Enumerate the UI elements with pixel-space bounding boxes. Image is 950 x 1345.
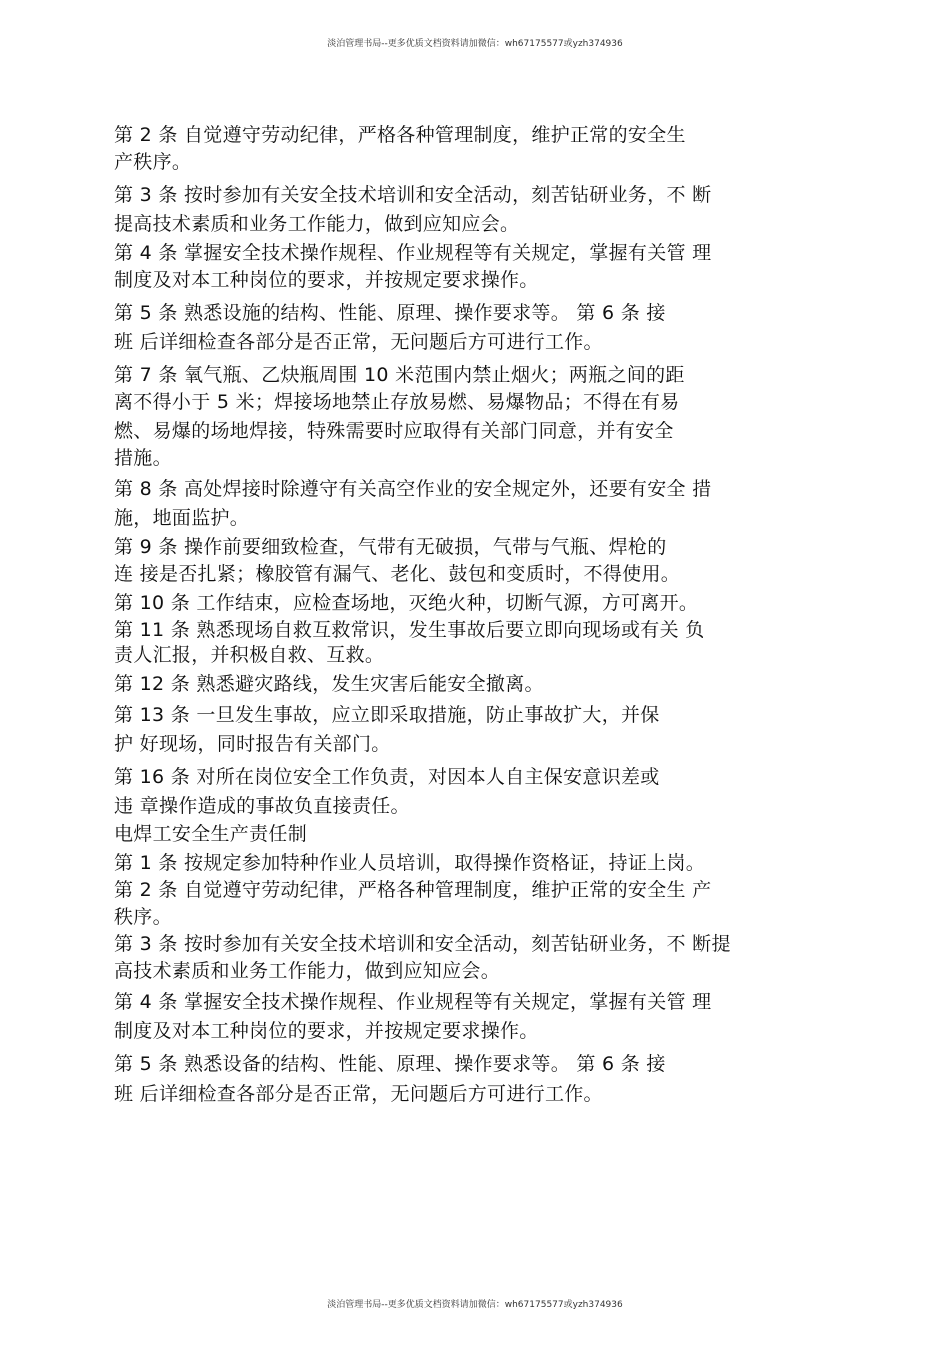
text-line: 第 2 条 自觉遵守劳动纪律，严格各种管理制度，维护正常的安全生 产	[114, 879, 712, 901]
text-line: 第 7 条 氧气瓶、乙炔瓶周围 10 米范围内禁止烟火；两瓶之间的距	[114, 364, 685, 386]
text-line: 第 4 条 掌握安全技术操作规程、作业规程等有关规定，掌握有关管 理	[114, 242, 712, 264]
text-line: 施，地面监护。	[114, 507, 250, 529]
text-line: 第 3 条 按时参加有关安全技术培训和安全活动，刻苦钻研业务，不 断	[114, 184, 712, 206]
text-line: 燃、易爆的场地焊接，特殊需要时应取得有关部门同意，并有安全	[114, 420, 674, 442]
text-line: 高技术素质和业务工作能力，做到应知应会。	[114, 960, 501, 982]
text-line: 离不得小于 5 米；焊接场地禁止存放易燃、易爆物品；不得在有易	[114, 391, 680, 413]
page-header: 淡泊管理书局--更多优质文档资料请加微信：wh67175577或yzh374936	[327, 39, 623, 49]
text-line: 第 11 条 熟悉现场自救互救常识，发生事故后要立即向现场或有关 负	[114, 619, 705, 641]
text-line: 产秩序。	[114, 151, 192, 173]
text-line: 第 5 条 熟悉设施的结构、性能、原理、操作要求等。 第 6 条 接	[114, 302, 666, 324]
text-line: 第 1 条 按规定参加特种作业人员培训，取得操作资格证，持证上岗。	[114, 852, 706, 874]
text-line: 第 12 条 熟悉避灾路线，发生灾害后能安全撤离。	[114, 673, 544, 695]
text-line: 制度及对本工种岗位的要求，并按规定要求操作。	[114, 1020, 539, 1042]
text-line: 第 4 条 掌握安全技术操作规程、作业规程等有关规定，掌握有关管 理	[114, 991, 712, 1013]
text-line: 制度及对本工种岗位的要求，并按规定要求操作。	[114, 269, 539, 291]
text-line: 第 2 条 自觉遵守劳动纪律，严格各种管理制度，维护正常的安全生	[114, 124, 686, 146]
text-line: 第 5 条 熟悉设备的结构、性能、原理、操作要求等。 第 6 条 接	[114, 1053, 666, 1075]
text-line: 措施。	[114, 447, 172, 469]
text-line: 第 13 条 一旦发生事故，应立即采取措施，防止事故扩大，并保	[114, 704, 660, 726]
section-title: 电焊工安全生产责任制	[114, 823, 308, 845]
text-line: 第 9 条 操作前要细致检查，气带有无破损，气带与气瓶、焊枪的	[114, 536, 667, 558]
text-line: 护 好现场，同时报告有关部门。	[114, 733, 391, 755]
text-line: 第 16 条 对所在岗位安全工作负责，对因本人自主保安意识差或	[114, 766, 660, 788]
text-line: 班 后详细检查各部分是否正常，无问题后方可进行工作。	[114, 1083, 603, 1105]
text-line: 第 3 条 按时参加有关安全技术培训和安全活动，刻苦钻研业务，不 断提	[114, 933, 731, 955]
text-line: 责人汇报，并积极自救、互救。	[114, 644, 385, 666]
text-line: 秩序。	[114, 906, 172, 928]
text-line: 第 10 条 工作结束，应检查场地，灭绝火种，切断气源，方可离开。	[114, 592, 699, 614]
text-line: 连 接是否扎紧；橡胶管有漏气、老化、鼓包和变质时，不得使用。	[114, 563, 681, 585]
text-line: 班 后详细检查各部分是否正常，无问题后方可进行工作。	[114, 331, 603, 353]
text-line: 提高技术素质和业务工作能力，做到应知应会。	[114, 213, 520, 235]
page-footer: 淡泊管理书局--更多优质文档资料请加微信：wh67175577或yzh374936	[327, 1300, 623, 1310]
text-line: 第 8 条 高处焊接时除遵守有关高空作业的安全规定外，还要有安全 措	[114, 478, 712, 500]
text-line: 违 章操作造成的事故负直接责任。	[114, 795, 410, 817]
